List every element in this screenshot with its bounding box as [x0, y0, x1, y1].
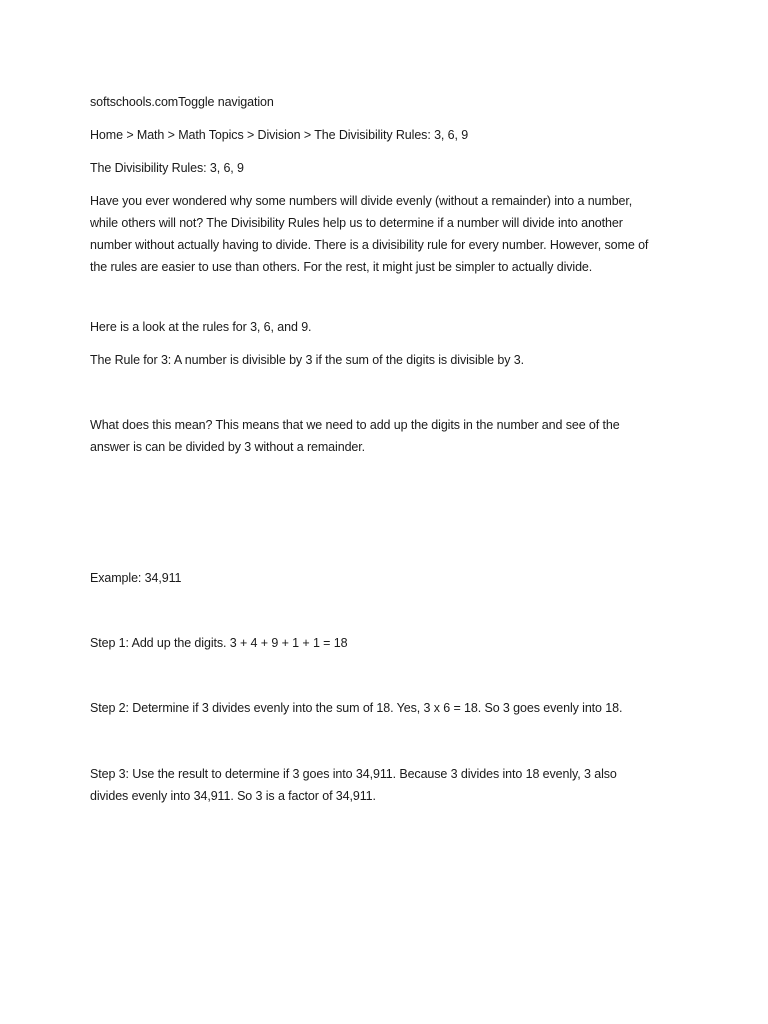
step-1: Step 1: Add up the digits. 3 + 4 + 9 + 1 + 1 = 18 [90, 636, 348, 650]
example-number: Example: 34,911 [90, 571, 182, 585]
step-2: Step 2: Determine if 3 divides evenly into the sum of 18. Yes, 3 x 6 = 18. So 3 goes evenly into 18. [90, 701, 623, 715]
site-header [90, 91, 650, 113]
site-name[interactable]: softschools.com [90, 95, 179, 109]
rule-explanation: What does this mean? This means that we need to add up the digits in the number and see of the answer is can be divided by 3 without a remainder. [90, 418, 620, 454]
step-3: Step 3: Use the result to determine if 3 goes into 34,911. Because 3 divides into 18 evenly, 3 also divides evenly into 34,911. So 3 is a factor of 34,911. [90, 767, 617, 803]
toggle-navigation[interactable]: Toggle navigation [178, 95, 274, 109]
rules-overview: Here is a look at the rules for 3, 6, and 9. [90, 320, 312, 334]
intro-paragraph: Have you ever wondered why some numbers will divide evenly (without a remainder) into a number, while others will not? The Divisibility Rules help us to determine if a number will divide into another number without actually having to divide. There is a divisibility rule for every number. However, some of the rules are easier to use than others. For the rest, it might just be simpler to actually divide. [90, 194, 649, 274]
breadcrumb: Home > Math > Math Topics > Division > The Divisibility Rules: 3, 6, 9 [90, 128, 469, 142]
rule-for-3: The Rule for 3: A number is divisible by 3 if the sum of the digits is divisible by 3. [90, 353, 524, 367]
page-title: The Divisibility Rules: 3, 6, 9 [90, 161, 244, 175]
